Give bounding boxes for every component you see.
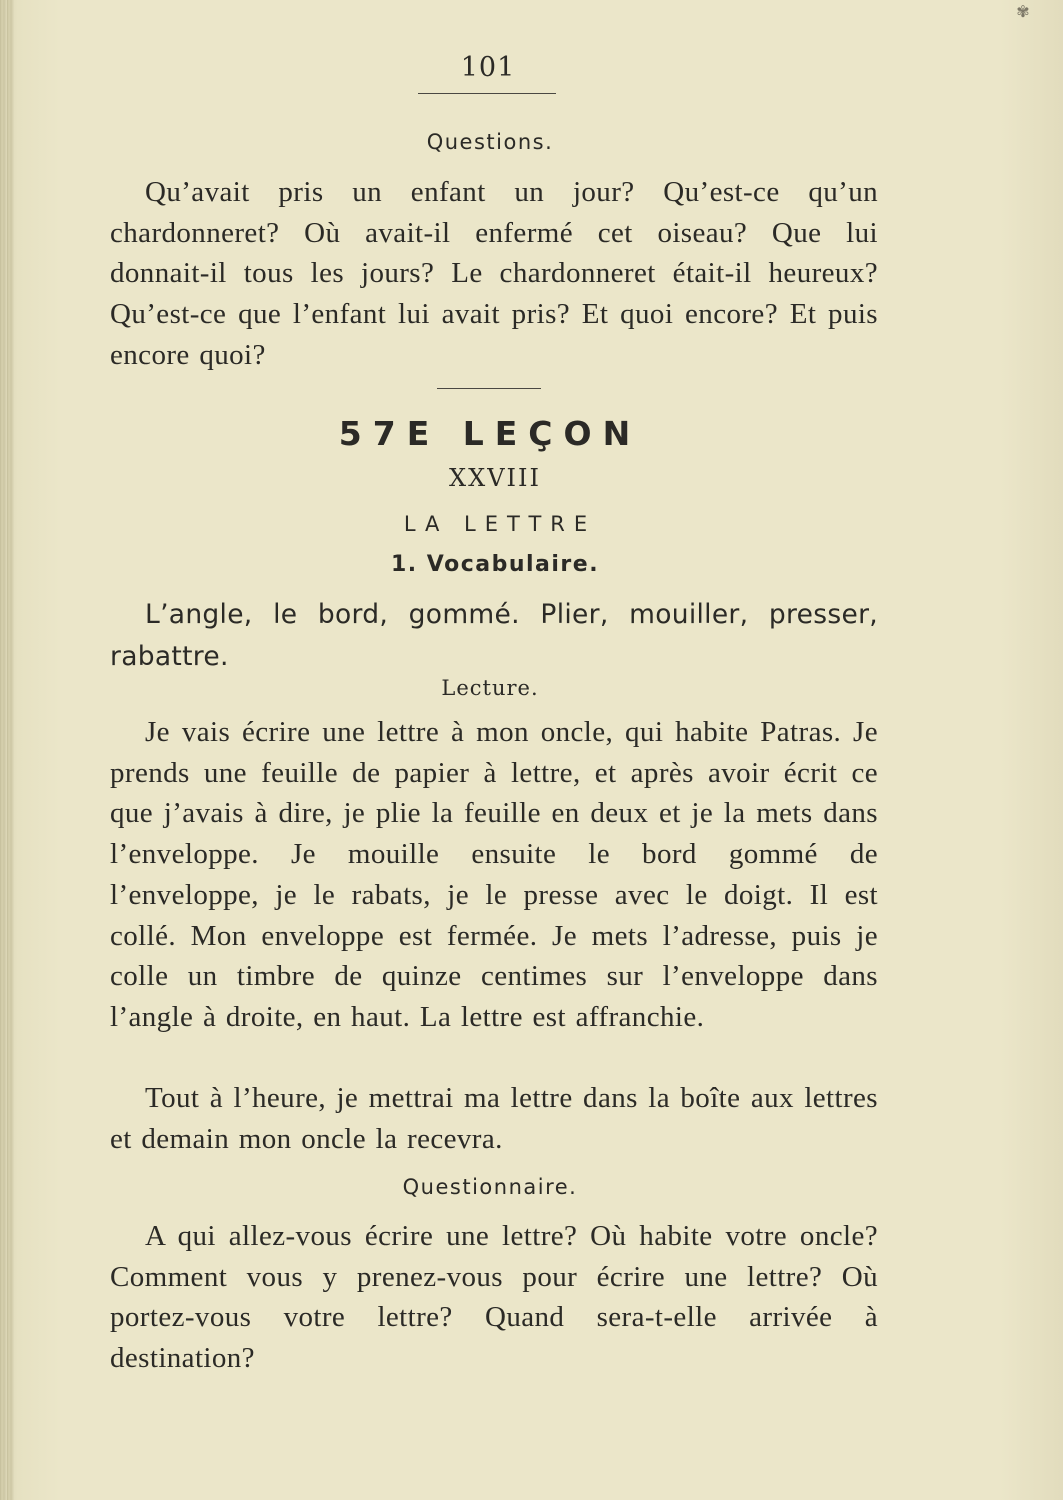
page-binding-edge	[0, 0, 14, 1500]
page-number: 101	[460, 52, 516, 83]
header-rule	[418, 93, 556, 94]
lesson-roman-numeral: XXVIII	[449, 464, 541, 492]
lesson-subject: LA LETTRE	[403, 512, 597, 536]
vocabulary-text: L’angle, le bord, gommé. Plier, mouiller, presser, rabattre.	[110, 599, 878, 672]
questionnaire-heading: Questionnaire.	[402, 1175, 578, 1199]
corner-stain-icon: ✾	[1016, 2, 1030, 21]
questions-text: Qu’avait pris un enfant un jour? Qu’est-ce qu’un chardonneret? Où avait-il enfermé cet oiseau? Que lui donnait-il tous les jours? Le chardonneret était-il heureux? Qu’est-ce que l’enfant lui avait pris? Et quoi encore? Et puis encore quoi?	[110, 176, 878, 371]
lecture-heading: Lecture.	[441, 676, 539, 700]
questions-heading: Questions.	[426, 130, 554, 154]
vocabulary-heading: 1. Vocabulaire.	[390, 552, 600, 577]
questionnaire-text: A qui allez-vous écrire une lettre? Où habite votre oncle? Comment vous y prenez-vous pour écrire une lettre? Où portez-vous votre lettre? Quand sera-t-elle arrivée à destination?	[110, 1220, 878, 1375]
section-divider	[437, 388, 541, 389]
lecture-paragraph-2: Tout à l’heure, je mettrai ma lettre dans la boîte aux lettres et demain mon oncle la recevra.	[110, 1082, 878, 1155]
lecture-paragraph-1: Je vais écrire une lettre à mon oncle, qui habite Patras. Je prends une feuille de papier à lettre, et après avoir écrit ce que j’avais à dire, je plie la feuille en deux et je la mets dans l’enveloppe. Je mouille ensuite le bord gommé de l’enveloppe, je le rabats, je le presse avec le doigt. Il est collé. Mon enveloppe est fermée. Je mets l’adresse, puis je colle un timbre de quinze centimes sur l’enveloppe dans l’angle à droite, en haut. La lettre est affranchie.	[110, 716, 878, 1033]
lesson-title: 57E LEÇON	[338, 414, 642, 453]
